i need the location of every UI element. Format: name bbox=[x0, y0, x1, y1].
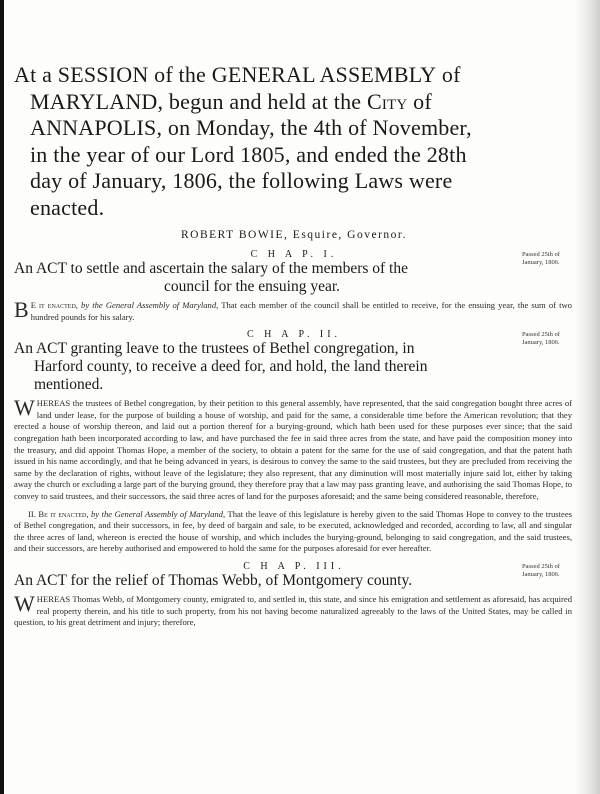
session-line-2: MARYLAND, begun and held at the City of bbox=[30, 88, 432, 114]
session-line-5: day of January, 1806, the following Laws were bbox=[30, 168, 453, 193]
chapter-heading: C H A P. III. bbox=[243, 560, 345, 572]
document-page bbox=[14, 62, 574, 635]
page-left-edge bbox=[0, 0, 4, 794]
chapter-heading: C H A P. II. bbox=[246, 329, 342, 341]
act-preamble: WHEREAS the trustees of Bethel congregation, by their petition to this general assembly, have represented, that the said congregation bought three acres of land under lease, for the purpose of building a house of worship, and paid for the same, a considerable time before the American revolution; that they erected a house of worship thereon, and laid out a portion thereof for a burying-ground, which hath been used for these purposes ever since; that the said congregation hath been incorporated according to law, and have purchased the fee in said three acres from the state, and have paid the composition money into the treasury, and did appoint Thomas Hope, a member of the society, to obtain a patent for the same for the use of said congregation, and that the patent hath issued in his name accordingly, and that he being advanced in years, is desirous to convey the same to the said trustees, but they are precluded from receiving the same by the declaration of rights, without leave of the legislature; they also represent, that any diminution will most materially injure said lot, either by taking away the church or excluding a large part of the burying ground, they therefore pray that a law may pass granting leave, and authorising the said Thomas Hope, to convey to said trustees, and their successors, the said three acres of land for the purposes aforesaid; and the same being considered reasonable, therefore, bbox=[14, 395, 572, 501]
session-line-3: ANNAPOLIS, on Monday, the 4th of November, bbox=[30, 115, 472, 140]
page-right-shadow bbox=[574, 0, 600, 794]
act-title: An ACT granting leave to the trustees of Bethel congregation, in Harford county, to receive a deed for, and hold, the land therein mentioned. bbox=[14, 340, 428, 394]
passed-note: Passed 25th of January, 1806. bbox=[522, 331, 560, 347]
session-heading bbox=[14, 62, 574, 221]
passed-note: Passed 25th of January, 1806. bbox=[522, 251, 560, 266]
act-section-2: II. Be it enacted, by the General Assembly of Maryland, That the leave of this legislature is hereby given to the said Thomas Hope to convey to the trustees of Bethel congregation, and their successors, in fee, by deed of bargain and sale, to be executed, acknowledged and recorded, according to law, all and singular the three acres of land, whereon is erected the house of worship, and which includes the burying-ground, belonging to said congregation, and the said trustees, and their successors, are hereby authorised and empowered to hold the same for the purposes aforesaid for ever hereafter. bbox=[14, 508, 572, 554]
act-chapter-2 bbox=[14, 329, 574, 555]
act-chapter-3 bbox=[14, 561, 574, 629]
session-line-4: in the year of our Lord 1805, and ended the 28th bbox=[30, 141, 467, 167]
passed-note: Passed 25th of January, 1806. bbox=[522, 562, 560, 578]
act-title: An ACT for the relief of Thomas Webb, of Montgomery county. bbox=[14, 571, 413, 589]
act-preamble: WHEREAS Thomas Webb, of Montgomery county, emigrated to, and settled in, this state, and since his emigration and settlement as aforesaid, has acquired real property therein, and his title to such property, from his not having become naturalized agreeably to the laws of the United States, may be called in question, to his great detriment and injury; therefore, bbox=[14, 590, 572, 628]
act-title: An ACT to settle and ascertain the salary of the members of the council for the ensuing year. bbox=[14, 260, 408, 295]
session-line-6: enacted. bbox=[30, 194, 105, 220]
governor-line: ROBERT BOWIE, Esquire, Governor. bbox=[181, 229, 407, 241]
act-body: B E it enacted, by the General Assembly of Maryland, That each member of the council shall be entitled to receive, for the ensuing year, the sum of two hundred pounds for his salary. bbox=[14, 297, 572, 322]
chapter-heading: C H A P. I. bbox=[250, 249, 338, 260]
session-line-1: At a SESSION of the GENERAL ASSEMBLY of bbox=[14, 62, 461, 87]
act-chapter-1 bbox=[14, 249, 574, 323]
